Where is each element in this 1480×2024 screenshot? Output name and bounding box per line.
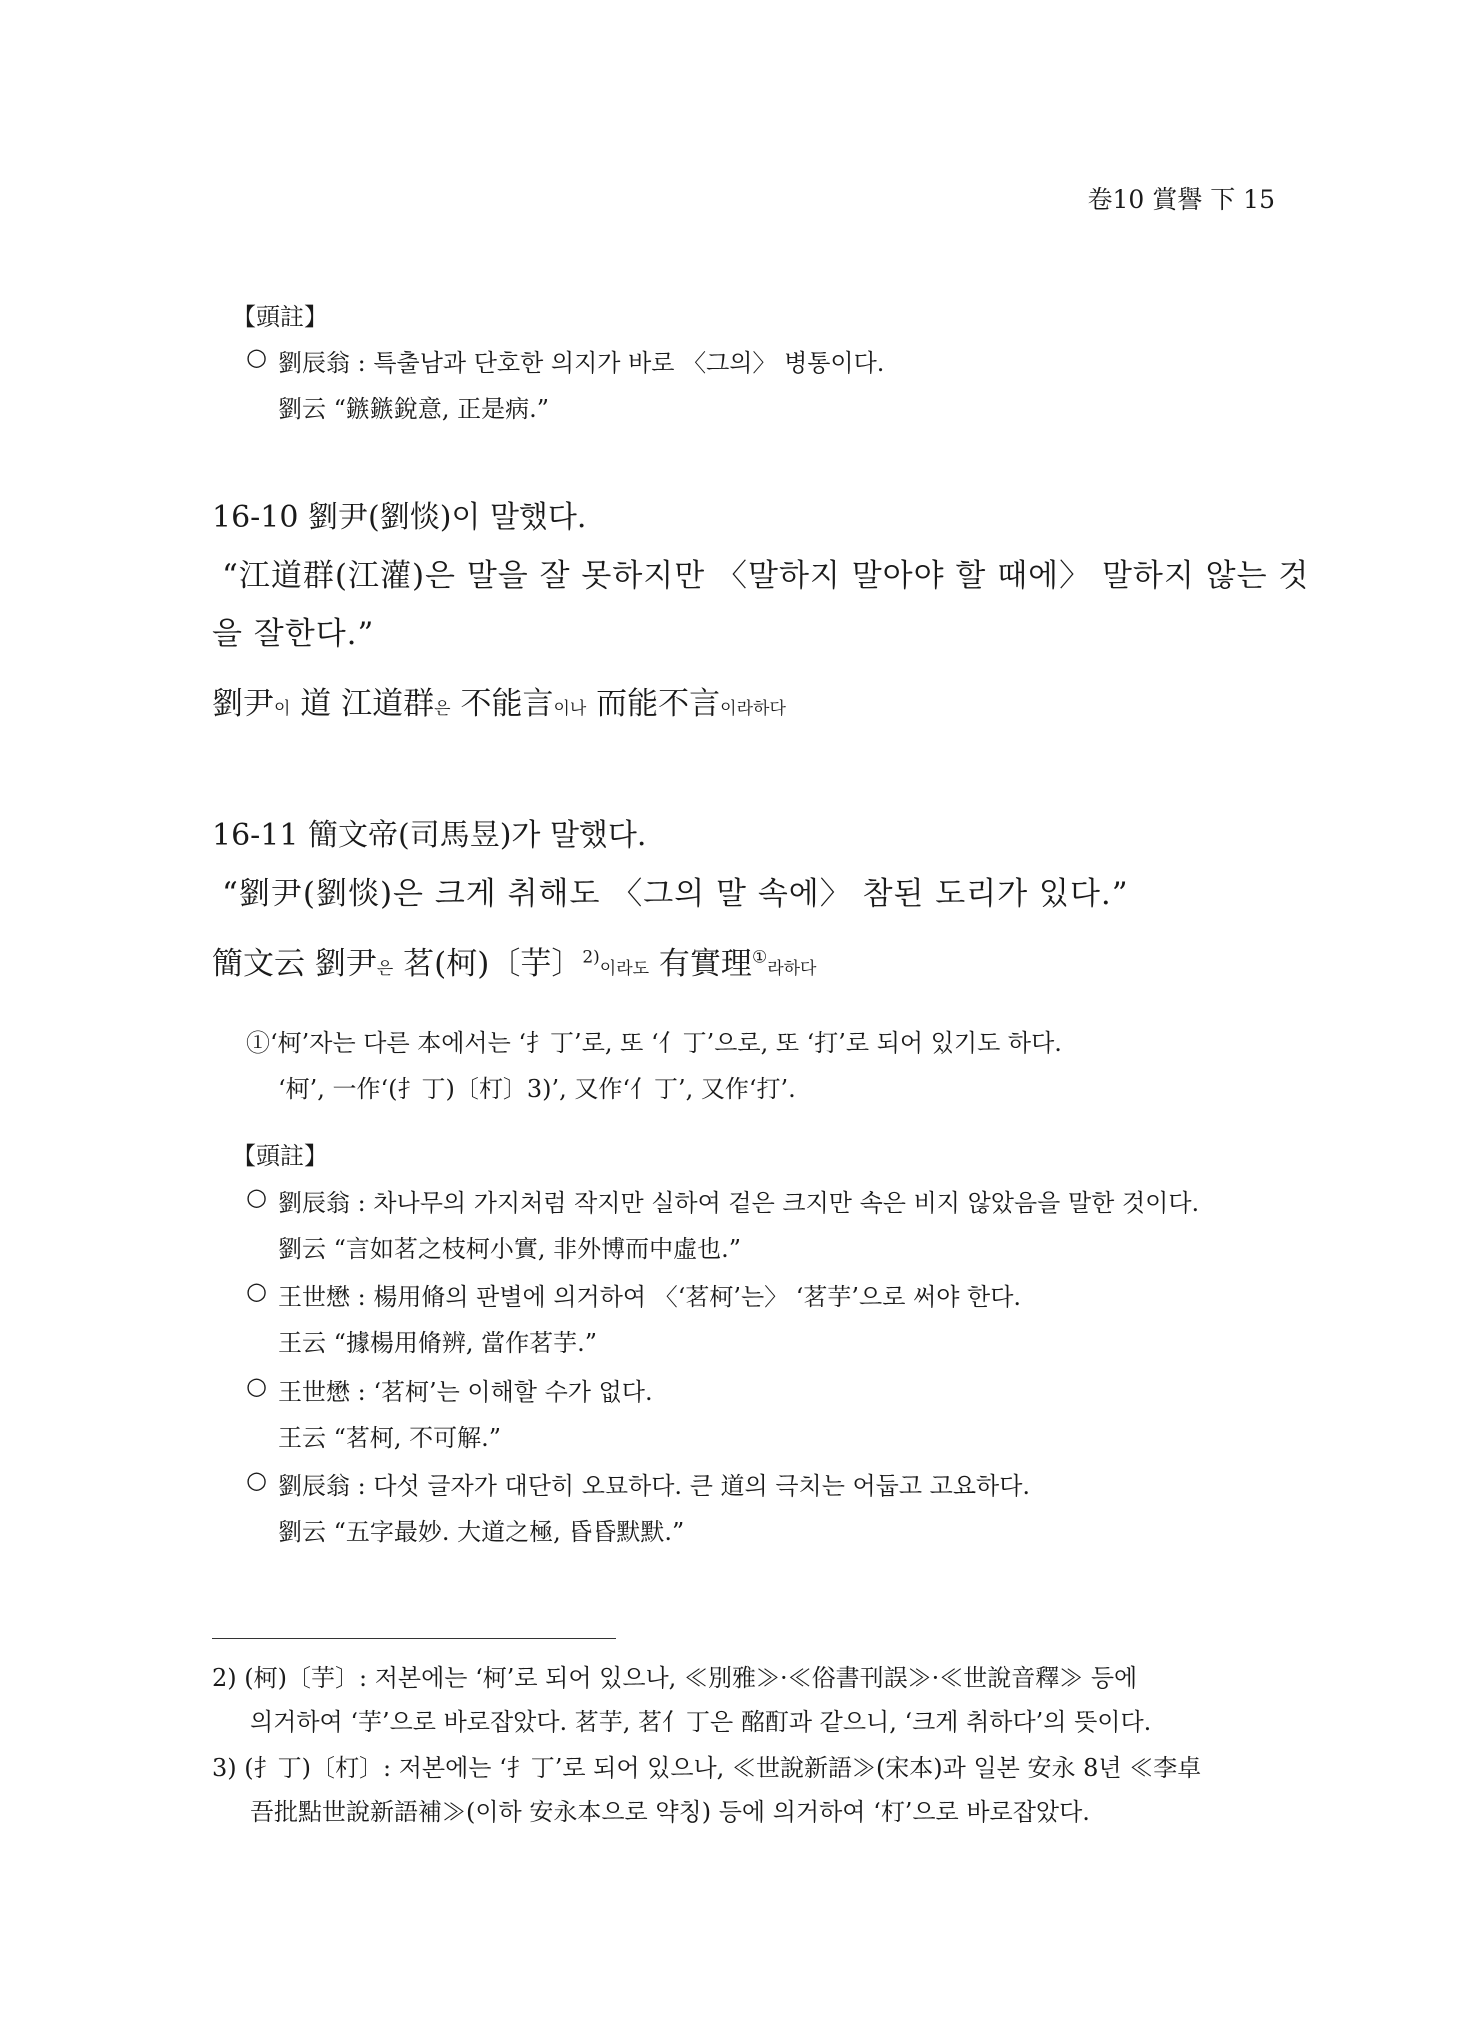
reading-mark: 이 xyxy=(274,699,291,719)
variant-note-korean: ①‘柯’자는 다른 本에서는 ‘扌丁’로, 또 ‘亻丁’으로, 또 ‘打’로 되어 있기도 하다. xyxy=(246,1029,1062,1057)
note-bullet: ○ xyxy=(246,1277,267,1305)
reading-mark: 은 xyxy=(376,959,394,979)
note-korean: 劉辰翁 : 차나무의 가지처럼 작지만 실하여 겉은 크지만 속은 비지 않았음을 말한 것이다. xyxy=(278,1189,1200,1217)
note-korean: 王世懋 : ‘茗柯’는 이해할 수가 없다. xyxy=(278,1378,653,1406)
original-segment: 而能不言 xyxy=(586,686,721,722)
original-text xyxy=(212,938,816,983)
note-chinese: 王云 “據楊用脩辨, 當作茗芋.” xyxy=(278,1329,598,1357)
variant-note-chinese: ‘柯’, 一作‘(扌丁)〔朾〕3)’, 又作‘亻丁’, 又作‘打’. xyxy=(278,1075,796,1103)
note-chinese: 劉云 “五字最妙. 大道之極, 昏昏默默.” xyxy=(278,1518,685,1546)
reading-mark: 이라하다 xyxy=(720,699,786,719)
original-segment: 不能言 xyxy=(450,686,554,722)
original-segment: 道 江道群 xyxy=(290,686,435,722)
note-bullet: ○ xyxy=(246,1372,267,1400)
footnote-divider xyxy=(212,1638,616,1639)
original-text xyxy=(212,678,786,723)
original-segment: 劉尹 xyxy=(212,686,274,722)
note-bullet: ○ xyxy=(246,1183,267,1211)
reading-mark: 이라도 xyxy=(599,959,650,979)
translation-line: “劉尹(劉惔)은 크게 취해도 〈그의 말 속에〉 참된 도리가 있다.” xyxy=(222,876,1129,912)
footnote-line: 3) (扌丁)〔朾〕: 저본에는 ‘扌丁’로 되어 있으나, ≪世說新語≫(宋本)과 일본 安永 8년 ≪李卓 xyxy=(212,1754,1202,1782)
note-korean: 劉辰翁 : 다섯 글자가 대단히 오묘하다. 큰 道의 극치는 어둡고 고요하다. xyxy=(278,1472,1031,1500)
reading-mark: 라하다 xyxy=(767,959,817,979)
original-segment: 簡文云 劉尹 xyxy=(212,946,377,982)
note-bullet: ○ xyxy=(246,343,267,371)
running-head: 卷10 賞譽 下 15 xyxy=(1087,185,1275,214)
section-heading: 16-11 簡文帝(司馬昱)가 말했다. xyxy=(212,818,647,853)
footnote-ref: 2) xyxy=(582,947,600,968)
note-chinese: 劉云 “言如茗之枝柯小實, 非外博而中虛也.” xyxy=(278,1235,742,1263)
translation-line: “江道群(江灌)은 말을 잘 못하지만 〈말하지 말아야 할 때에〉 말하지 않는 것 xyxy=(222,558,1310,594)
note-korean: 王世懋 : 楊用脩의 판별에 의거하여 〈‘茗柯’는〉 ‘茗芋’으로 써야 한다. xyxy=(278,1283,1022,1311)
section-heading: 16-10 劉尹(劉惔)이 말했다. xyxy=(212,500,587,535)
notes-label: 【頭註】 xyxy=(232,303,328,331)
footnote-line: 吾批點世說新語補≫(이하 安永本으로 약칭) 등에 의거하여 ‘朾’으로 바로잡았다. xyxy=(250,1798,1090,1826)
reading-mark: 이나 xyxy=(553,699,587,719)
notes-label: 【頭註】 xyxy=(232,1142,328,1170)
note-ref: ① xyxy=(751,947,768,968)
footnote-line: 2) (柯)〔芋〕: 저본에는 ‘柯’로 되어 있으나, ≪別雅≫·≪俗書刊誤≫·≪世說音釋≫ 등에 xyxy=(212,1664,1138,1692)
translation-line: 을 잘한다.” xyxy=(212,616,375,652)
note-chinese: 王云 “茗柯, 不可解.” xyxy=(278,1424,502,1452)
original-segment: 茗(柯)〔芋〕 xyxy=(393,946,583,982)
original-segment: 有實理 xyxy=(649,946,752,982)
footnote-line: 의거하여 ‘芋’으로 바로잡았다. 茗芋, 茗亻丁은 酩酊과 같으니, ‘크게 취하다’의 뜻이다. xyxy=(250,1708,1152,1736)
note-korean: 劉辰翁 : 특출남과 단호한 의지가 바로 〈그의〉 병통이다. xyxy=(278,349,885,377)
reading-mark: 은 xyxy=(434,699,451,719)
note-chinese: 劉云 “鏃鏃銳意, 正是病.” xyxy=(278,395,550,423)
note-bullet: ○ xyxy=(246,1466,267,1494)
